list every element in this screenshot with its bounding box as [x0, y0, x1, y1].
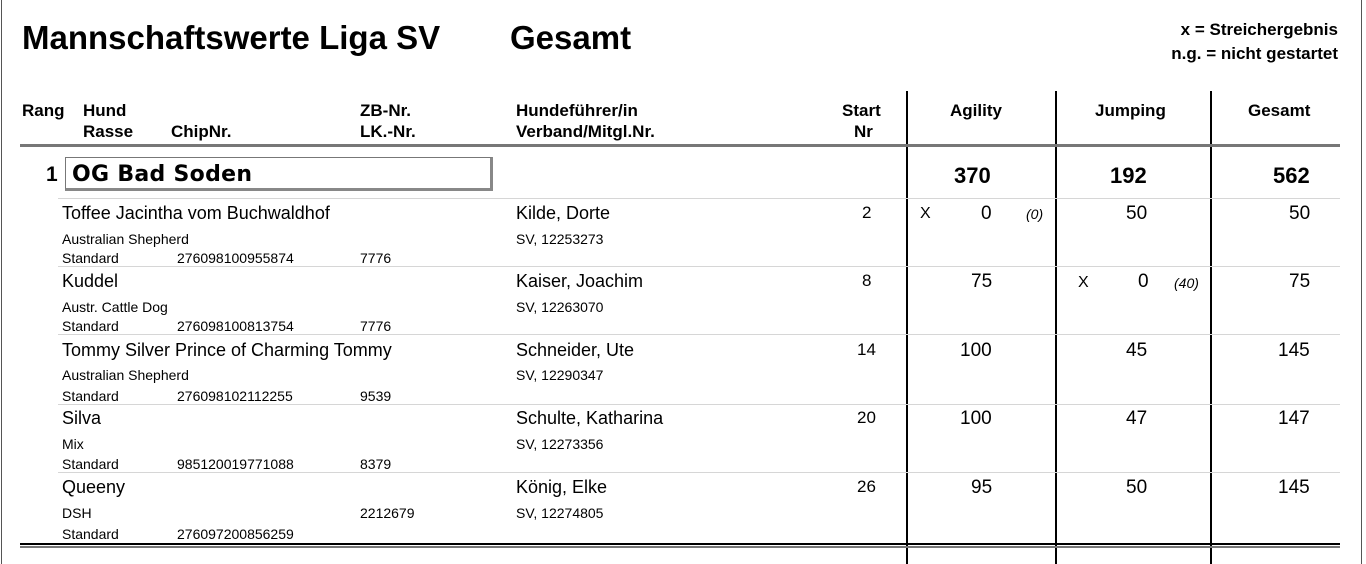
handler-name: Schneider, Ute: [516, 340, 635, 360]
club-member-number: SV, 12253273: [516, 231, 604, 247]
handler-name: Schulte, Katharina: [516, 408, 664, 428]
agility-score: 95: [971, 477, 993, 498]
legend-not-started: n.g. = nicht gestartet: [1171, 44, 1338, 63]
dog-class: Standard: [62, 456, 119, 472]
start-number: 20: [857, 408, 876, 427]
dog-class: Standard: [62, 318, 119, 334]
jumping-score: 45: [1126, 340, 1148, 361]
dog-name: Kuddel: [62, 271, 119, 291]
jumping-strike-mark: X: [1078, 274, 1089, 291]
header-zb: ZB-Nr.: [360, 101, 411, 120]
jumping-score: 47: [1126, 408, 1148, 429]
team-rank: 1: [46, 163, 58, 186]
jumping-score: 0: [1138, 271, 1149, 292]
team-jumping-total: 192: [1110, 163, 1147, 188]
header-jumping: Jumping: [1095, 101, 1166, 120]
team-name-box: [65, 157, 493, 191]
handler-name: Kilde, Dorte: [516, 203, 611, 223]
divider-jumping: [1055, 91, 1057, 564]
page-border-left: [1, 0, 2, 564]
zb-number: 8379: [360, 456, 392, 472]
dog-class: Standard: [62, 388, 119, 404]
dog-name: Toffee Jacintha vom Buchwaldhof: [62, 203, 330, 223]
page-title: Mannschaftswerte Liga SV: [22, 19, 441, 56]
page-subtitle: Gesamt: [510, 19, 632, 56]
bottom-rule: [20, 543, 1340, 545]
dog-name: Queeny: [62, 477, 126, 497]
agility-score: 100: [960, 340, 992, 361]
header-verband: Verband/Mitgl.Nr.: [516, 122, 655, 141]
dog-breed: Australian Shepherd: [62, 231, 189, 247]
row-separator: [58, 198, 1340, 199]
handler-name: König, Elke: [516, 477, 608, 497]
chip-number: 276097200856259: [177, 526, 294, 542]
dog-breed: Mix: [62, 436, 84, 452]
jumping-score: 50: [1126, 203, 1148, 224]
zb-number: 7776: [360, 250, 392, 266]
header-gesamt: Gesamt: [1248, 101, 1311, 120]
divider-gesamt: [1210, 91, 1212, 564]
agility-score: 100: [960, 408, 992, 429]
agility-strike-mark: X: [920, 205, 931, 222]
chip-number: 985120019771088: [177, 456, 294, 472]
header-chip: ChipNr.: [171, 122, 232, 141]
row-total: 75: [1289, 271, 1311, 292]
row-separator: [58, 266, 1340, 267]
header-agility: Agility: [950, 101, 1002, 120]
row-separator: [58, 404, 1340, 405]
start-number: 14: [857, 340, 876, 359]
chip-number: 276098100813754: [177, 318, 294, 334]
row-total: 145: [1278, 477, 1310, 498]
team-grand-total: 562: [1273, 163, 1310, 188]
bottom-rule-shadow: [20, 546, 1340, 548]
row-total: 145: [1278, 340, 1310, 361]
header-rang: Rang: [22, 101, 65, 120]
row-total: 50: [1289, 203, 1311, 224]
header-hund: Hund: [83, 101, 127, 120]
dog-name: Tommy Silver Prince of Charming Tommy: [62, 340, 392, 360]
divider-agility: [906, 91, 908, 564]
jumping-original-score: (40): [1174, 275, 1199, 291]
club-member-number: SV, 12290347: [516, 367, 604, 383]
start-number: 26: [857, 477, 876, 496]
dog-breed: Austr. Cattle Dog: [62, 299, 168, 315]
agility-original-score: (0): [1026, 206, 1044, 222]
header-rule: [20, 144, 1340, 147]
header-lk: LK.-Nr.: [360, 122, 416, 141]
chip-number: 276098102112255: [177, 388, 293, 404]
team-agility-total: 370: [954, 163, 991, 188]
header-handler: Hundeführer/in: [516, 101, 638, 120]
dog-class: Standard: [62, 526, 119, 542]
club-member-number: SV, 12274805: [516, 505, 604, 521]
club-member-number: SV, 12273356: [516, 436, 604, 452]
start-number: 2: [862, 203, 872, 222]
zb-number: 2212679: [360, 505, 415, 521]
dog-class: Standard: [62, 250, 119, 266]
header-rasse: Rasse: [83, 122, 134, 141]
club-member-number: SV, 12263070: [516, 299, 604, 315]
agility-score: 0: [981, 203, 992, 224]
page-border-right: [1361, 0, 1362, 564]
handler-name: Kaiser, Joachim: [516, 271, 644, 291]
dog-breed: DSH: [62, 505, 92, 521]
dog-name: Silva: [62, 408, 102, 428]
team-name: OG Bad Soden: [72, 162, 253, 187]
dog-breed: Australian Shepherd: [62, 367, 189, 383]
header-nr: Nr: [854, 122, 873, 141]
row-separator: [58, 334, 1340, 335]
agility-score: 75: [971, 271, 993, 292]
row-total: 147: [1278, 408, 1310, 429]
start-number: 8: [862, 271, 872, 290]
zb-number: 9539: [360, 388, 392, 404]
legend-strike: x = Streichergebnis: [1180, 20, 1338, 39]
chip-number: 276098100955874: [177, 250, 294, 266]
jumping-score: 50: [1126, 477, 1148, 498]
header-start: Start: [842, 101, 881, 120]
zb-number: 7776: [360, 318, 392, 334]
row-separator: [58, 472, 1340, 473]
